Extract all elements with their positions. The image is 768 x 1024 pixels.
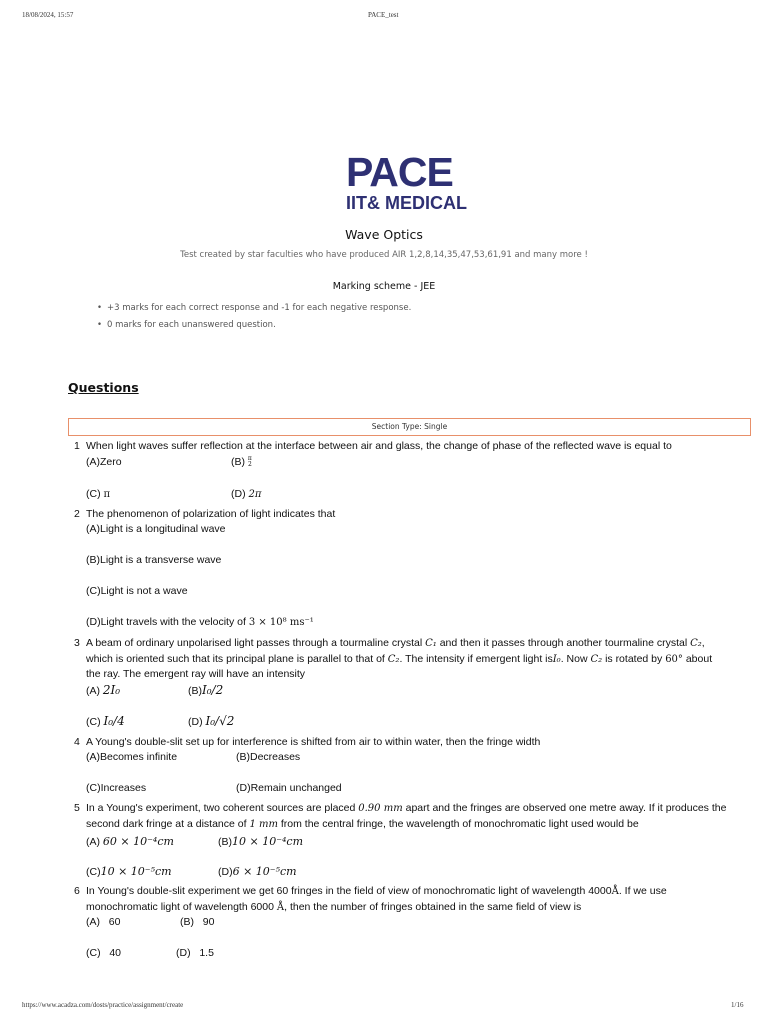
question-number: 2 (74, 508, 80, 520)
math-pi-over-2: π 2 (247, 455, 252, 469)
question-line-2: second dark fringe at a distance of 1 mm from the central fringe, the wavelength of monochromatic light used would be (86, 818, 639, 830)
question-number: 5 (74, 802, 80, 814)
option-d[interactable] (231, 488, 261, 501)
option-b[interactable] (231, 456, 252, 469)
option-label: (C) (86, 488, 101, 500)
option-a[interactable]: (A) 60 × 10⁻⁴cm (86, 835, 174, 848)
question-text: A Young's double-slit set up for interference is shifted from air to within water, then the fringe width (86, 736, 541, 748)
option-d[interactable]: (D) 1.5 (176, 947, 214, 959)
option-a[interactable]: (A)Light is a longitudinal wave (86, 523, 226, 535)
option-c[interactable]: (C)10 × 10⁻⁵cm (86, 865, 172, 878)
question-line-1: In a Young's experiment, two coherent sources are placed 0.90 mm apart and the fringes are observed one metre away. If it produces the (86, 802, 727, 814)
option-c[interactable] (86, 488, 110, 501)
option-d[interactable]: (D) I₀/√2 (188, 714, 235, 728)
question-line-3: the ray. The emergent ray will have an intensity (86, 668, 306, 680)
math-pi: π (103, 489, 111, 500)
marking-item: • 0 marks for each unanswered question. (107, 320, 276, 330)
option-c[interactable]: (C) I₀/4 (86, 714, 125, 728)
question-number: 4 (74, 736, 80, 748)
marking-scheme-title: Marking scheme - JEE (332, 281, 436, 292)
math-velocity: 3 × 10⁸ ms⁻¹ (248, 617, 314, 628)
option-b[interactable]: (B)I₀/2 (188, 683, 224, 697)
option-b[interactable]: (B)Decreases (236, 751, 301, 763)
question-text: The phenomenon of polarization of light indicates that (86, 508, 336, 520)
question-line-2: which is oriented such that its principal plane is parallel to that of C₂. The intensity if emergent light isI₀. Now C₂ is rotated by 60° about (86, 653, 713, 665)
print-url: https://www.acadza.com/dosts/practice/assignment/create (22, 1001, 184, 1009)
option-d[interactable]: (D)6 × 10⁻⁵cm (218, 865, 297, 878)
question-line-2: monochromatic light of wavelength 6000 Å, then the number of fringes obtained in the same field of view is (86, 901, 582, 913)
test-title: Wave Optics (345, 227, 423, 242)
option-b[interactable]: (B) 90 (180, 916, 215, 928)
question-number: 1 (74, 440, 80, 452)
test-subtitle: Test created by star faculties who have produced AIR 1,2,8,14,35,47,53,61,91 and many more ! (180, 250, 588, 260)
option-d[interactable] (86, 616, 314, 629)
option-d[interactable]: (D)Remain unchanged (236, 782, 342, 794)
pace-logo (346, 150, 476, 214)
option-c[interactable]: (C)Light is not a wave (86, 585, 188, 597)
option-a[interactable]: (A)Becomes infinite (86, 751, 178, 763)
option-text: (D)Light travels with the velocity of (86, 616, 246, 628)
questions-heading: Questions (68, 380, 139, 395)
option-a[interactable]: (A) 2I₀ (86, 683, 121, 697)
option-b[interactable]: (B)Light is a transverse wave (86, 554, 222, 566)
page-number: 1/16 (731, 1001, 744, 1009)
section-type-box: Section Type: Single (68, 418, 751, 436)
question-line-1: A beam of ordinary unpolarised light passes through a tourmaline crystal C₁ and then it passes through another tourmaline crystal C₂, (86, 637, 705, 649)
option-label: (D) (231, 488, 246, 500)
option-a[interactable]: (A) 60 (86, 916, 121, 928)
question-number: 3 (74, 637, 80, 649)
marking-item: • +3 marks for each correct response and -1 for each negative response. (107, 303, 411, 313)
logo-tagline: IIT& MEDICAL (346, 193, 467, 213)
option-c[interactable]: (C) 40 (86, 947, 122, 959)
question-line-1: In Young's double-slit experiment we get 60 fringes in the field of view of monochromatic light of wavelength 4000Å. If we use (86, 885, 667, 897)
option-b[interactable]: (B)10 × 10⁻⁴cm (218, 835, 304, 848)
logo-wordmark: PACE (346, 149, 453, 195)
question-text: When light waves suffer reflection at the interface between air and glass, the change of phase of the reflected wave is equal to (86, 440, 672, 452)
print-date: 18/08/2024, 15:57 (22, 11, 74, 19)
question-number: 6 (74, 885, 80, 897)
print-title: PACE_test (368, 11, 399, 19)
math-2pi: 2π (248, 489, 262, 500)
option-a[interactable]: (A)Zero (86, 456, 122, 468)
option-label: (B) (231, 456, 245, 468)
option-c[interactable]: (C)Increases (86, 782, 147, 794)
